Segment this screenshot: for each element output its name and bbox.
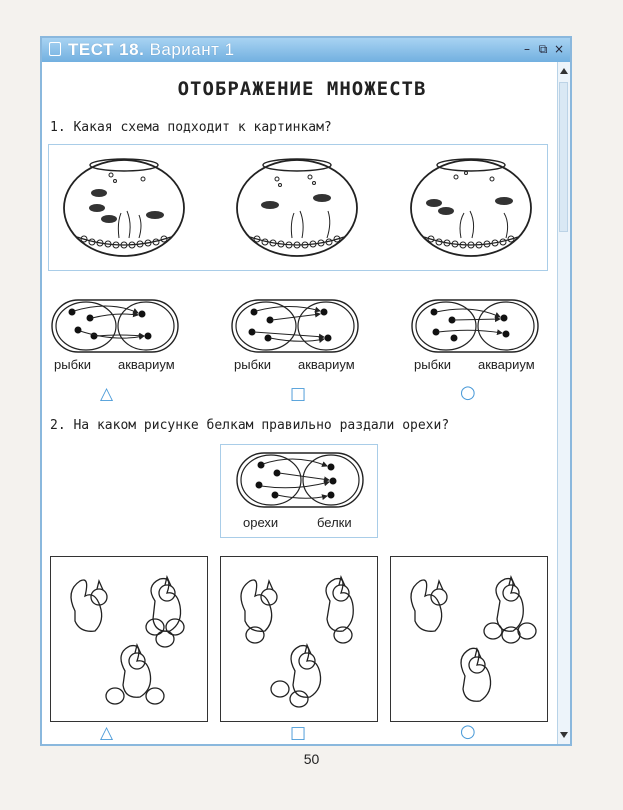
document-icon [49,42,61,56]
title-test: ТЕСТ 18. [68,40,145,59]
answer-triangle-2[interactable]: △ [100,723,114,743]
title-variant: Вариант 1 [149,40,235,59]
scheme-fish-aquarium-1 [50,298,180,356]
title-bar [42,38,570,62]
answer-square-2[interactable]: □ [290,723,307,743]
scheme-1-left-label: рыбки [54,357,91,372]
page-heading: ОТОБРАЖЕНИЕ МНОЖЕСТВ [177,78,427,100]
squirrels-picture-3 [390,556,548,722]
scheme-fish-aquarium-3 [410,298,540,356]
aquarium-panel [48,144,548,271]
test-window [40,36,572,746]
squirrels-drawing-1 [55,561,205,719]
squirrels-drawing-2 [225,561,375,719]
squirrels-picture-2 [220,556,378,722]
scrollbar[interactable] [557,62,570,744]
aquarium-picture-3 [406,153,536,263]
aquarium-picture-2 [232,153,362,263]
close-button[interactable]: × [553,42,565,56]
answer-square-1[interactable]: □ [290,384,307,404]
scroll-thumb[interactable] [559,82,568,232]
minimize-button[interactable]: – [524,42,530,56]
scheme-fish-aquarium-2 [230,298,360,356]
scroll-up-icon[interactable] [560,68,568,74]
scheme-nuts-label: орехи [243,515,279,530]
answer-triangle-1[interactable]: △ [100,384,114,404]
squirrels-picture-1 [50,556,208,722]
scheme-squirrels-label: белки [317,515,352,530]
scheme-2-left-label: рыбки [234,357,271,372]
answer-circle-1[interactable]: ○ [460,382,476,403]
answer-circle-2[interactable]: ○ [460,721,476,742]
scheme-3-left-label: рыбки [414,357,451,372]
restore-button[interactable]: ⧉ [538,42,548,56]
nuts-scheme-panel [220,444,378,538]
question-1-text: 1. Какая схема подходит к картинкам? [50,120,332,135]
question-2-text: 2. На каком рисунке белкам правильно раздали орехи? [50,418,450,433]
scheme-nuts-squirrels [235,451,365,511]
scheme-1-right-label: аквариум [118,357,175,372]
aquarium-picture-1 [59,153,189,263]
scheme-2-right-label: аквариум [298,357,355,372]
squirrels-drawing-3 [395,561,545,719]
window-title [68,40,235,60]
page-number: 50 [303,751,320,767]
scheme-3-right-label: аквариум [478,357,535,372]
scroll-down-icon[interactable] [560,732,568,738]
